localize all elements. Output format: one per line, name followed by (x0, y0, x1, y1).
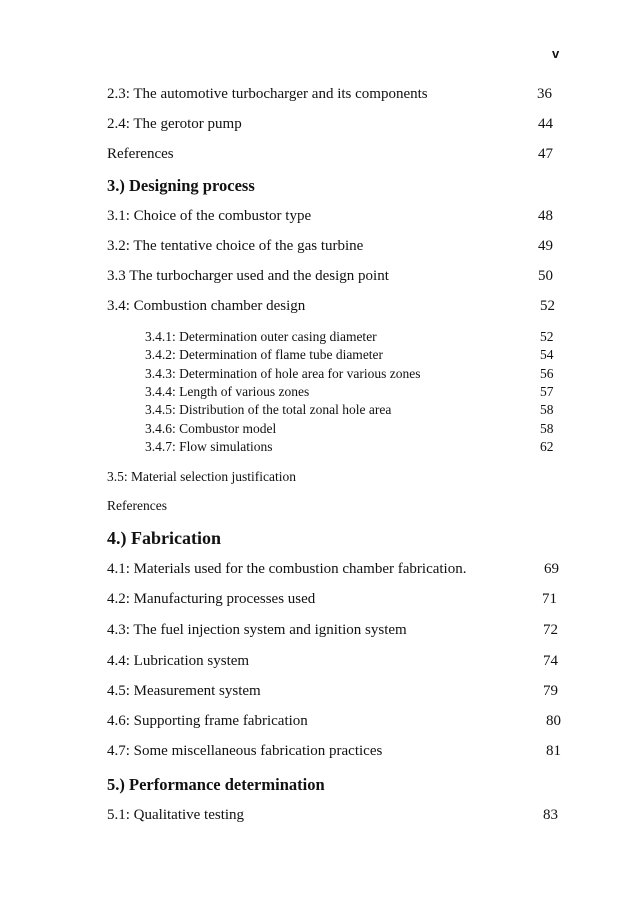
toc-entry-page: 81 (546, 743, 561, 759)
toc-entry-title: 3.4.4: Length of various zones (145, 384, 310, 399)
toc-entry-page: 69 (544, 561, 559, 577)
toc-entry-title: 2.3: The automotive turbocharger and its components (107, 86, 428, 102)
toc-entry-title: 3.4.6: Combustor model (145, 421, 277, 436)
page-number: v (552, 46, 560, 61)
toc-entry-title: 3.4.3: Determination of hole area for various zones (145, 366, 421, 381)
toc-entry-title: 3.4: Combustion chamber design (107, 298, 306, 314)
toc-entry-page: 83 (543, 807, 558, 823)
toc-entry-title: 4.2: Manufacturing processes used (107, 591, 316, 607)
toc-entry-title: 4.7: Some miscellaneous fabrication practices (107, 743, 383, 759)
toc-entry-title: 3.4.2: Determination of flame tube diameter (145, 347, 384, 362)
toc-entry-page: 50 (538, 268, 553, 284)
toc-entry-page: 44 (538, 116, 553, 132)
toc-entry-title: 3.4.7: Flow simulations (145, 439, 273, 454)
toc-entry-title: 4.1: Materials used for the combustion chamber fabrication. (107, 561, 467, 577)
toc-entry-page: 48 (538, 208, 553, 224)
toc-entry-title: References (107, 146, 174, 162)
toc-entry-page: 79 (543, 683, 558, 699)
toc-entry-page: 47 (538, 146, 553, 162)
toc-entry-title: References (107, 498, 167, 513)
toc-entry-title: 4.3: The fuel injection system and ignition system (107, 622, 407, 638)
toc-entry-title: 3.5: Material selection justification (107, 469, 296, 484)
toc-entry-page: 57 (540, 384, 554, 399)
toc-entry-page: 52 (540, 329, 554, 344)
toc-entry-page: 36 (537, 86, 552, 102)
toc-entry-title: 3.1: Choice of the combustor type (107, 208, 312, 224)
toc-entry-title: 3.2: The tentative choice of the gas turbine (107, 238, 364, 254)
toc-entry-title: 4.6: Supporting frame fabrication (107, 713, 308, 729)
toc-entry-title: 3.4.1: Determination outer casing diameter (145, 329, 377, 344)
toc-chapter-title: 5.) Performance determination (107, 775, 325, 794)
toc-entry-page: 56 (540, 366, 554, 381)
toc-entry-title: 3.3 The turbocharger used and the design point (107, 268, 389, 284)
toc-entry-title: 4.5: Measurement system (107, 683, 261, 699)
toc-entry-page: 80 (546, 713, 561, 729)
toc-entry-page: 62 (540, 439, 554, 454)
toc-entry-page: 58 (540, 402, 554, 417)
toc-entry-page: 54 (540, 347, 554, 362)
toc-entry-page: 58 (540, 421, 554, 436)
toc-entry-page: 72 (543, 622, 558, 638)
toc-entry-page: 49 (538, 238, 553, 254)
toc-chapter-title: 3.) Designing process (107, 176, 255, 195)
toc-entry-title: 2.4: The gerotor pump (107, 116, 242, 132)
toc-entry-title: 3.4.5: Distribution of the total zonal hole area (145, 402, 392, 417)
toc-entry-page: 71 (542, 591, 557, 607)
toc-entry-title: 4.4: Lubrication system (107, 653, 250, 669)
toc-chapter-title: 4.) Fabrication (107, 528, 221, 548)
toc-entry-page: 74 (543, 653, 558, 669)
toc-entry-page: 52 (540, 298, 555, 314)
toc-entry-title: 5.1: Qualitative testing (107, 807, 245, 823)
